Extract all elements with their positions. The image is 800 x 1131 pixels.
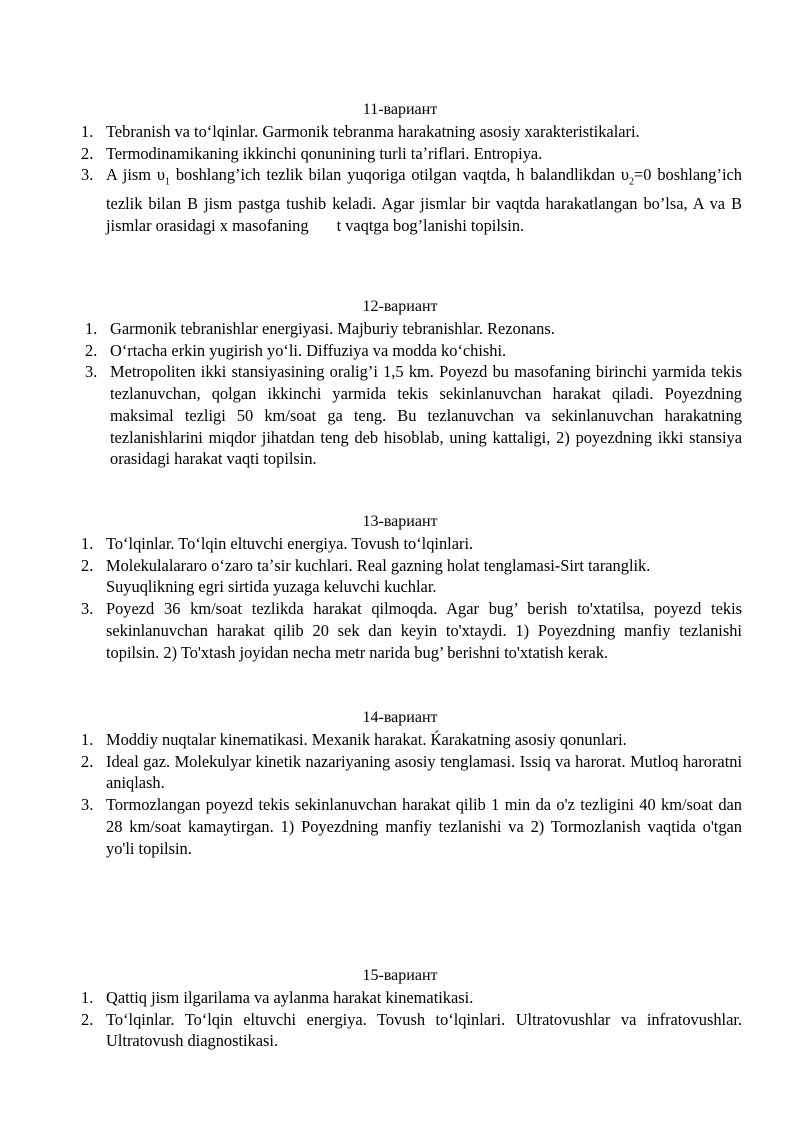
question-number: 1. xyxy=(81,988,94,1007)
question-number: 3. xyxy=(81,165,94,185)
question-item xyxy=(81,143,742,165)
question-text: Toʻlqinlar. Toʻlqin eltuvchi energiya. Tovush toʻlqinlari. Ultratovushlar va infratovushlar. Ultratovush diagnostikasi. xyxy=(106,1009,742,1051)
question-number: 2. xyxy=(81,1009,94,1029)
question-number: 2. xyxy=(81,751,94,771)
question-item xyxy=(85,361,742,470)
question-number: 2. xyxy=(85,340,98,360)
question-list xyxy=(0,987,800,1052)
question-item xyxy=(81,555,742,598)
question-number: 3. xyxy=(81,795,94,815)
question-item xyxy=(81,729,742,751)
question-text: Garmonik tebranishlar energiyasi. Majburiy tebranishlar. Rezonans. xyxy=(110,319,555,338)
question-item xyxy=(81,987,742,1009)
question-text: Poyezd 36 km/soat tezlikda harakat qilmoqda. Agar bug’ berish to'xtatilsa, poyezd tekis sekinlanuvchan harakat qilib 20 sek dan keyin to'xtaydi. 1) Poyezdning manfiy tezlanishi topilsin. 2) To'xtash joyidan necha metr narida bug’ berishni to'xtatish kerak. xyxy=(106,599,742,662)
question-item xyxy=(81,598,742,663)
question-list xyxy=(0,318,800,470)
question-list xyxy=(0,121,800,237)
question-item xyxy=(85,340,742,362)
question-number: 1. xyxy=(81,122,94,141)
question-item xyxy=(81,121,742,143)
question-text: Metropoliten ikki stansiyasining oralig’i 1,5 km. Poyezd bu masofaning birinchi yarmida tekis tezlanuvchan, qolgan ikkinchi yarmida tekis sekinlanuvchan harakat qiladi. Poyezdning maksimal tezligi 50 km/soat ga teng. Bu tezlanuvchan va sekinlanuvchan harakatning tezlanishlarini miqdor jihatdan teng deb hisoblab, uning kattaligi, 2) poyezdning ikki stansiya orasidagi harakat vaqti topilsin. xyxy=(110,362,742,469)
question-item xyxy=(81,533,742,555)
question-item xyxy=(81,751,742,794)
subscript: 2 xyxy=(629,176,635,188)
question-text-part: A jism υ xyxy=(106,165,165,185)
question-number: 2. xyxy=(81,143,94,163)
variant-title: 12-вариант xyxy=(362,298,438,315)
question-item xyxy=(81,164,742,236)
question-text-part: t vaqtga bog’lanishi topilsin. xyxy=(336,216,525,236)
question-text: Molekulalararo oʻzaro taʼsir kuchlari. Real gazning holat tenglamasi-Sirt taranglik. Suyuqlikning egri sirtida yuzaga keluvchi kuchlar. xyxy=(106,555,651,597)
variant-title: 11-вариант xyxy=(362,101,438,118)
question-item xyxy=(81,794,742,859)
question-number: 2. xyxy=(81,555,94,575)
question-text: Oʻrtacha erkin yugirish yoʻli. Diffuziya va modda koʻchishi. xyxy=(110,340,507,360)
question-item xyxy=(81,1009,742,1052)
subscript: 1 xyxy=(164,176,170,188)
question-number: 1. xyxy=(81,534,94,553)
question-text-part: boshlang’ich tezlik bilan yuqoriga otilgan vaqtda, h balandlikdan υ xyxy=(169,165,630,185)
question-list xyxy=(0,729,800,859)
question-item xyxy=(85,318,742,340)
question-number: 3. xyxy=(85,362,98,382)
question-number: 1. xyxy=(85,319,98,338)
variant-15 xyxy=(0,965,800,1052)
variant-14 xyxy=(0,707,800,859)
variant-title: 15-вариант xyxy=(362,967,438,984)
variant-11 xyxy=(0,99,800,237)
question-text-part: =0 boshlang’ich tezlik bilan B jism pastga tushib keladi. Agar jismlar bir vaqtda harakatlangan bo’lsa, A va B jismlar orasidagi x masofaning xyxy=(106,165,742,236)
variant-12 xyxy=(0,296,800,470)
variant-13 xyxy=(0,511,800,663)
variant-title: 13-вариант xyxy=(362,513,438,530)
question-text: Ideal gaz. Molekulyar kinetik nazariyaning asosiy tenglamasi. Issiq va harorat. Mutloq haroratni aniqlash. xyxy=(106,751,742,793)
question-text: Tebranish va toʻlqinlar. Garmonik tebranma harakatning asosiy xarakteristikalari. xyxy=(106,122,640,141)
question-text: Tormozlangan poyezd tekis sekinlanuvchan harakat qilib 1 min da o'z tezligini 40 km/soat dan 28 km/soat kamaytirgan. 1) Poyezdning manfiy tezlanishi va 2) Tormozlanish vaqtida o'tgan yo'li topilsin. xyxy=(106,795,742,858)
question-text: Moddiy nuqtalar kinematikasi. Mexanik harakat. Ќarakatning asosiy qonunlari. xyxy=(106,730,627,749)
question-text: Qattiq jism ilgarilama va aylanma harakat kinematikasi. xyxy=(106,988,474,1007)
question-number: 3. xyxy=(81,599,94,619)
question-text: Termodinamikaning ikkinchi qonunining turli taʼriflari. Entropiya. xyxy=(106,143,543,163)
question-text: Toʻlqinlar. Toʻlqin eltuvchi energiya. Tovush toʻlqinlari. xyxy=(106,534,474,553)
question-list xyxy=(0,533,800,663)
question-number: 1. xyxy=(81,730,94,749)
variant-title: 14-вариант xyxy=(362,709,438,726)
